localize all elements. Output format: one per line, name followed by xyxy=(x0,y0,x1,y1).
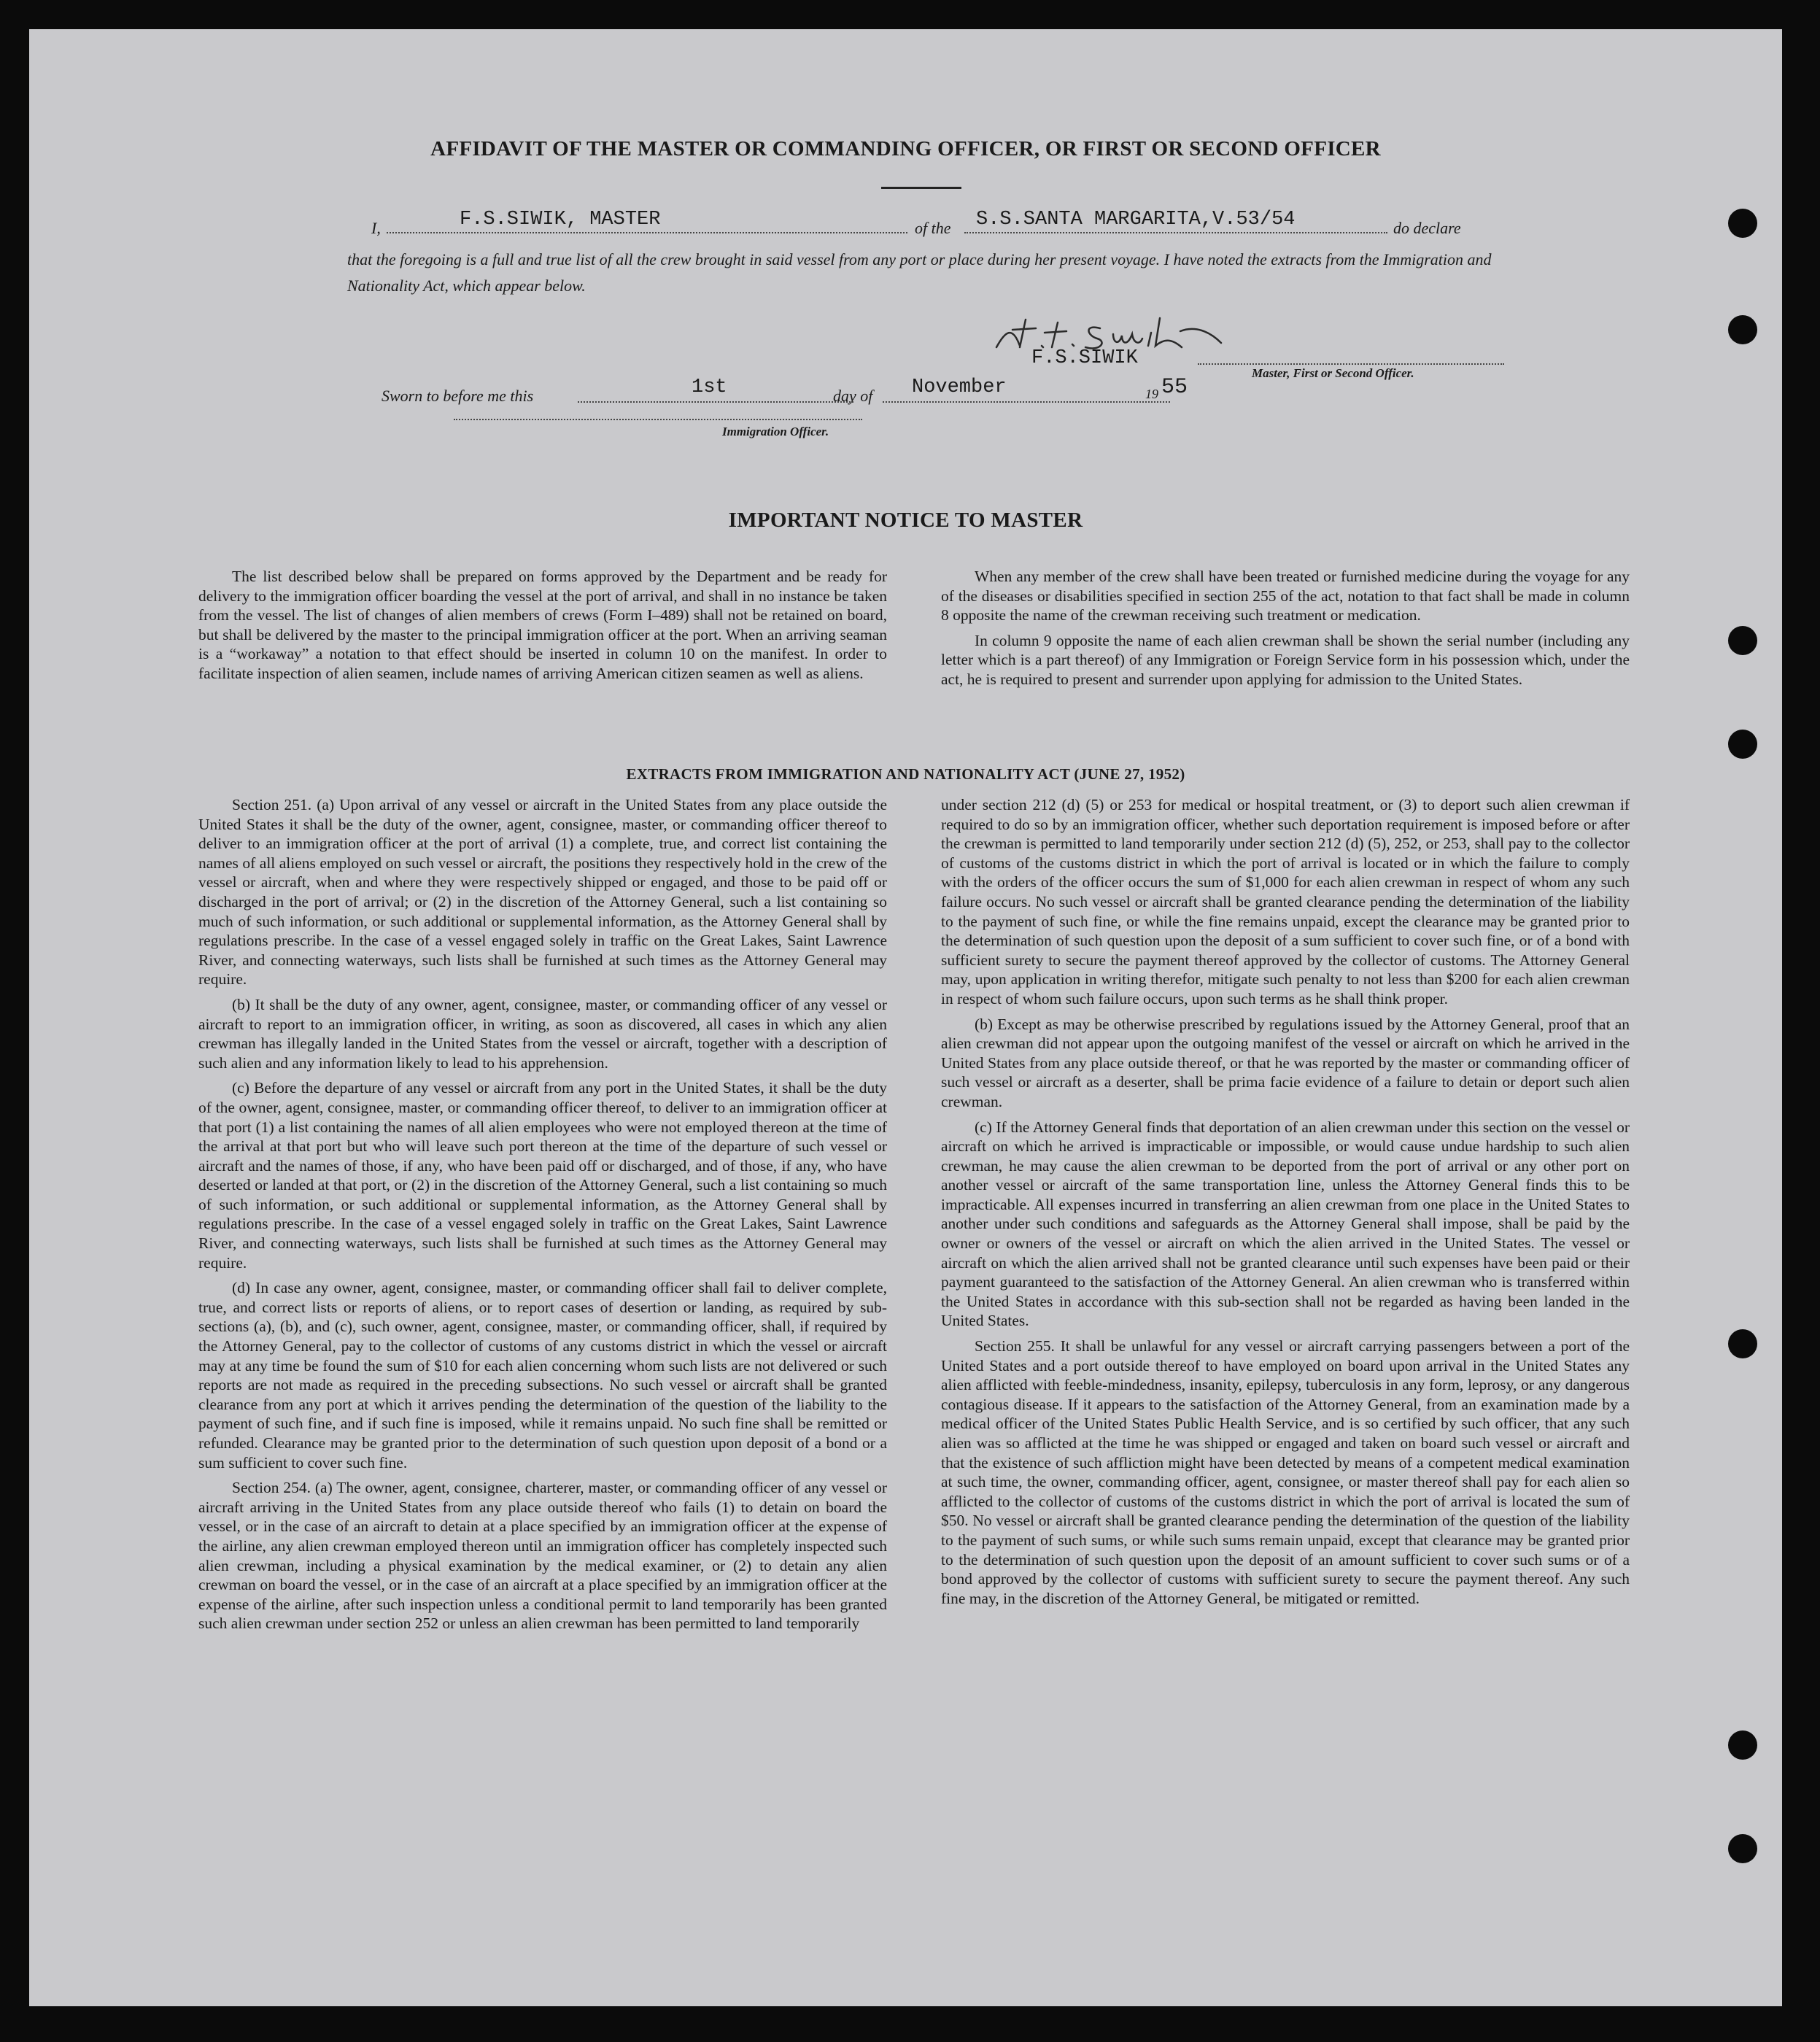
extract-paragraph: (c) If the Attorney General finds that deportation of an alien crewman under this section on the vessel or aircraft on which he arrived is impracticable or impossible, or would cause undue hardship to such alien crewman, he may cause the alien crewman to be deported from the port of arrival or any other port on another vessel or aircraft of the same transportation line, unless the Attorney General finds this to be impracticable. All expenses incurred in transferring an alien crewman from one place in the United States to another under such conditions and safeguards as the Attorney General shall impose, shall be paid by the owner or owners of the vessel or aircraft on which the alien arrived in the United States. The vessel or aircraft on which the alien arrived shall not be granted clearance until such expenses have been paid or their payment guaranteed to the satisfaction of the Attorney General. An alien crewman who is transferred within the United States in accordance with this sub-section shall not be regarded as having been landed in the United States. xyxy=(941,1118,1630,1330)
sworn-month: November xyxy=(912,376,1007,398)
binder-hole xyxy=(1728,1730,1757,1760)
sworn-label: Sworn to before me this xyxy=(382,387,534,405)
notice-right-paragraph-1: When any member of the crew shall have been treated or furnished medicine during the voyage for any of the diseases or disabilities specified in section 255 of the act, notation to that fact shall be made in column 8 opposite the name of the crewman receiving such treatment or medication. xyxy=(941,568,1630,624)
binder-hole xyxy=(1728,315,1757,344)
binder-hole xyxy=(1728,730,1757,759)
master-name-line xyxy=(387,232,907,233)
notice-left-paragraph: The list described below shall be prepared on forms approved by the Department and be ready for delivery to the immigration officer boarding the vessel at the port of arrival, and shall in no instance be taken from the vessel. The list of changes of alien members of crews (Form I–489) shall not be retained on board, but shall be delivered by the master to the principal immigration officer at the port. When an arriving seaman is a “workaway” a notation to that effect should be inserted in column 10 on the manifest. In order to facilitate inspection of alien seamen, include names of arriving American citizen seamen as well as aliens. xyxy=(198,568,887,682)
of-the-label: of the xyxy=(915,219,951,237)
binder-hole xyxy=(1728,209,1757,238)
officer-signature-line xyxy=(454,419,862,420)
binder-hole xyxy=(1728,626,1757,655)
master-caption: Master, First or Second Officer. xyxy=(1252,366,1414,380)
year-prefix: 19 xyxy=(1145,387,1158,401)
signature-typed-name: F.S.SIWIK xyxy=(1031,347,1138,369)
master-name: F.S.SIWIK, MASTER xyxy=(460,209,661,231)
document-page xyxy=(29,29,1782,2006)
extracts-right-column xyxy=(941,795,1630,1614)
affidavit-title: AFFIDAVIT OF THE MASTER OR COMMANDING OFFICER, OR FIRST OR SECOND OFFICER xyxy=(430,137,1381,161)
master-signature-line xyxy=(1198,363,1504,365)
title-divider xyxy=(881,187,961,189)
binder-hole xyxy=(1728,1329,1757,1358)
notice-left-column xyxy=(198,567,887,689)
extract-paragraph: (b) Except as may be otherwise prescribed by regulations issued by the Attorney General, proof that an alien crewman did not appear upon the outgoing manifest of the vessel or aircraft on which he arrived in the United States from any place outside thereof, or that he was reported by the master or commanding officer of such vessel or aircraft as a deserter, shall be prima facie evidence of a failure to detain or deport such alien crewman. xyxy=(941,1015,1630,1110)
vessel-line xyxy=(964,232,1387,233)
notice-title: IMPORTANT NOTICE TO MASTER xyxy=(728,508,1083,532)
do-declare-label: do declare xyxy=(1393,219,1461,237)
extract-paragraph: (c) Before the departure of any vessel or aircraft from any port in the United States, it shall be the duty of the owner, agent, consignee, master, or commanding officer thereof, to deliver to an immigration officer at that port (1) a list containing the names of all alien employees who were not employed thereon at the time of the arrival at that port but who will leave such port thereon at the time of the departure of such vessel or aircraft and the names of those, if any, who have been paid off or discharged, and of those, if any, who have deserted or landed at that port, or (2) in the discretion of the Attorney General, such a list containing so much of such information, or such additional or supplemental information, as the Attorney General shall by regulations prescribe. In the case of a vessel engaged solely in traffic on the Great Lakes, Saint Lawrence River, and connecting waterways, such lists shall be furnished at such times as the Attorney General may require. xyxy=(198,1079,887,1272)
extract-paragraph: Section 254. (a) The owner, agent, consignee, charterer, master, or commanding officer of any vessel or aircraft arriving in the United States from any place outside thereof who fails (1) to detain on board the vessel, or in the case of an aircraft to detain at a place specified by an immigration officer at the expense of the airline, any alien crewman employed thereon until an immigration officer has completely inspected such alien crewman, including a physical examination by the medical examiner, or (2) to detain any alien crewman on board the vessel, or in the case of an aircraft at a place specified by an immigration officer at the expense of the airline, after such inspection unless a conditional permit to land temporarily has been granted such alien crewman under section 252 or unless an alien crewman has been permitted to land temporarily xyxy=(198,1479,887,1633)
extract-paragraph: Section 251. (a) Upon arrival of any vessel or aircraft in the United States from any place outside the United States it shall be the duty of the owner, agent, consignee, master, or commanding officer thereof to deliver to an immigration officer at the port of arrival (1) a complete, true, and correct list containing the names of all aliens employed on such vessel or aircraft, the positions they respectively hold in the crew of the vessel or aircraft, when and where they were respectively shipped or engaged, and those to be paid off or discharged in the port of arrival; or (2) in the discretion of the Attorney General, such a list containing so much of such information, or such additional or supplemental information, as the Attorney General shall by regulations prescribe. In the case of a vessel engaged solely in traffic on the Great Lakes, Saint Lawrence River, and connecting waterways, such lists shall be furnished at such times as the Attorney General may require. xyxy=(198,796,887,989)
extracts-title: EXTRACTS FROM IMMIGRATION AND NATIONALITY ACT (JUNE 27, 1952) xyxy=(626,765,1185,783)
sworn-day-line xyxy=(578,401,853,403)
sworn-day: 1st xyxy=(692,376,727,398)
extract-paragraph: (b) It shall be the duty of any owner, agent, consignee, master, or commanding officer of any vessel or aircraft to report to an immigration officer, in writing, as soon as discovered, all cases in which any alien crewman has illegally landed in the United States from the vessel or aircraft, together with a description of such alien and any information likely to lead to his apprehension. xyxy=(198,995,887,1072)
i-label: I, xyxy=(371,219,381,237)
officer-caption: Immigration Officer. xyxy=(722,425,829,438)
notice-right-column xyxy=(941,567,1630,695)
day-of-label: day of xyxy=(833,387,873,405)
sworn-month-line xyxy=(883,401,1170,403)
extract-paragraph: Section 255. It shall be unlawful for any vessel or aircraft carrying passengers between a port of the United States and a port outside thereof to have employed on board upon arrival in the United States any alien afflicted with feeble-mindedness, insanity, epilepsy, tuberculosis in any form, leprosy, or any dangerous contagious disease. If it appears to the satisfaction of the Attorney General, from an examination made by a medical officer of the United States Public Health Service, and is so certified by such officer, that any such alien was so afflicted at the time he was shipped or engaged and taken on board such vessel or aircraft and that the existence of such affliction might have been detected by means of a competent medical examination at such time, the owner, commanding officer, agent, consignee, or master thereof shall pay for each alien so afflicted to the collector of customs of the customs district in which the port of arrival is located the sum of $50. No vessel or aircraft shall be granted clearance pending the determination of the question of the liability to the payment of such sums, or while such sums remain unpaid, except that clearance may be granted prior to the determination of such question upon the deposit of an amount sufficient to cover such sums or of a bond approved by the collector of customs with sufficient surety to secure the payment thereof. Any such fine may, in the discretion of the Attorney General, be mitigated or remitted. xyxy=(941,1337,1630,1607)
declaration-text: that the foregoing is a full and true list of all the crew brought in said vessel from any port or place during her present voyage. I have noted the extracts from the Immigration and Nationality Act, which appear below. xyxy=(347,250,1492,295)
year-suffix: 55 xyxy=(1161,375,1188,400)
extract-paragraph: (d) In case any owner, agent, consignee, master, or commanding officer shall fail to deliver complete, true, and correct lists or reports of aliens, or to report cases of desertion or landing, as required by sub-sections (a), (b), and (c), such owner, agent, consignee, master, or commanding officer, shall, if required by the Attorney General, pay to the collector of customs of any customs district in which the vessel or aircraft may at any time be found the sum of $10 for each alien concerning whom such lists are not delivered or such reports are not made as required in the preceding subsections. No such vessel or aircraft shall be granted clearance from any port at which it arrives pending the determination of the question of the liability to the payment of such fine, and if such fine is imposed, while it remains unpaid. No such fine shall be remitted or refunded. Clearance may be granted prior to the determination of such question upon deposit of a bond or a sum sufficient to cover such fine. xyxy=(198,1279,887,1471)
notice-right-paragraph-2: In column 9 opposite the name of each alien crewman shall be shown the serial number (including any letter which is a part thereof) of any Immigration or Foreign Service form in his possession which, under the act, he is required to present and surrender upon applying for admission to the United States. xyxy=(941,631,1630,688)
vessel-name: S.S.SANTA MARGARITA,V.53/54 xyxy=(976,209,1296,231)
extracts-left-column xyxy=(198,795,887,1639)
extract-paragraph: under section 212 (d) (5) or 253 for medical or hospital treatment, or (3) to deport such alien crewman if required to do so by an immigration officer, whether such deportation requirement is imposed before or after the crewman is permitted to land temporarily under section 212 (d) (5), 252, or 253, shall pay to the collector of customs of the customs district in which the port of arrival is located or in which the failure to comply with the orders of the officer occurs the sum of $1,000 for each alien crewman in respect of whom any such failure occurs. No such vessel or aircraft shall be granted clearance pending the determination of the liability to the payment of such fine, or while the fine remains unpaid, except the clearance may be granted prior to the determination of such question upon the deposit of a sum sufficient to cover such fine, or of a bond with sufficient surety to secure the payment thereof approved by the collector of customs. The Attorney General may, upon application in writing therefor, mitigate such penalty to not less than $200 for each alien crewman in respect of whom such failure occurs, upon such terms as he shall think proper. xyxy=(941,796,1630,1008)
binder-hole xyxy=(1728,1834,1757,1863)
